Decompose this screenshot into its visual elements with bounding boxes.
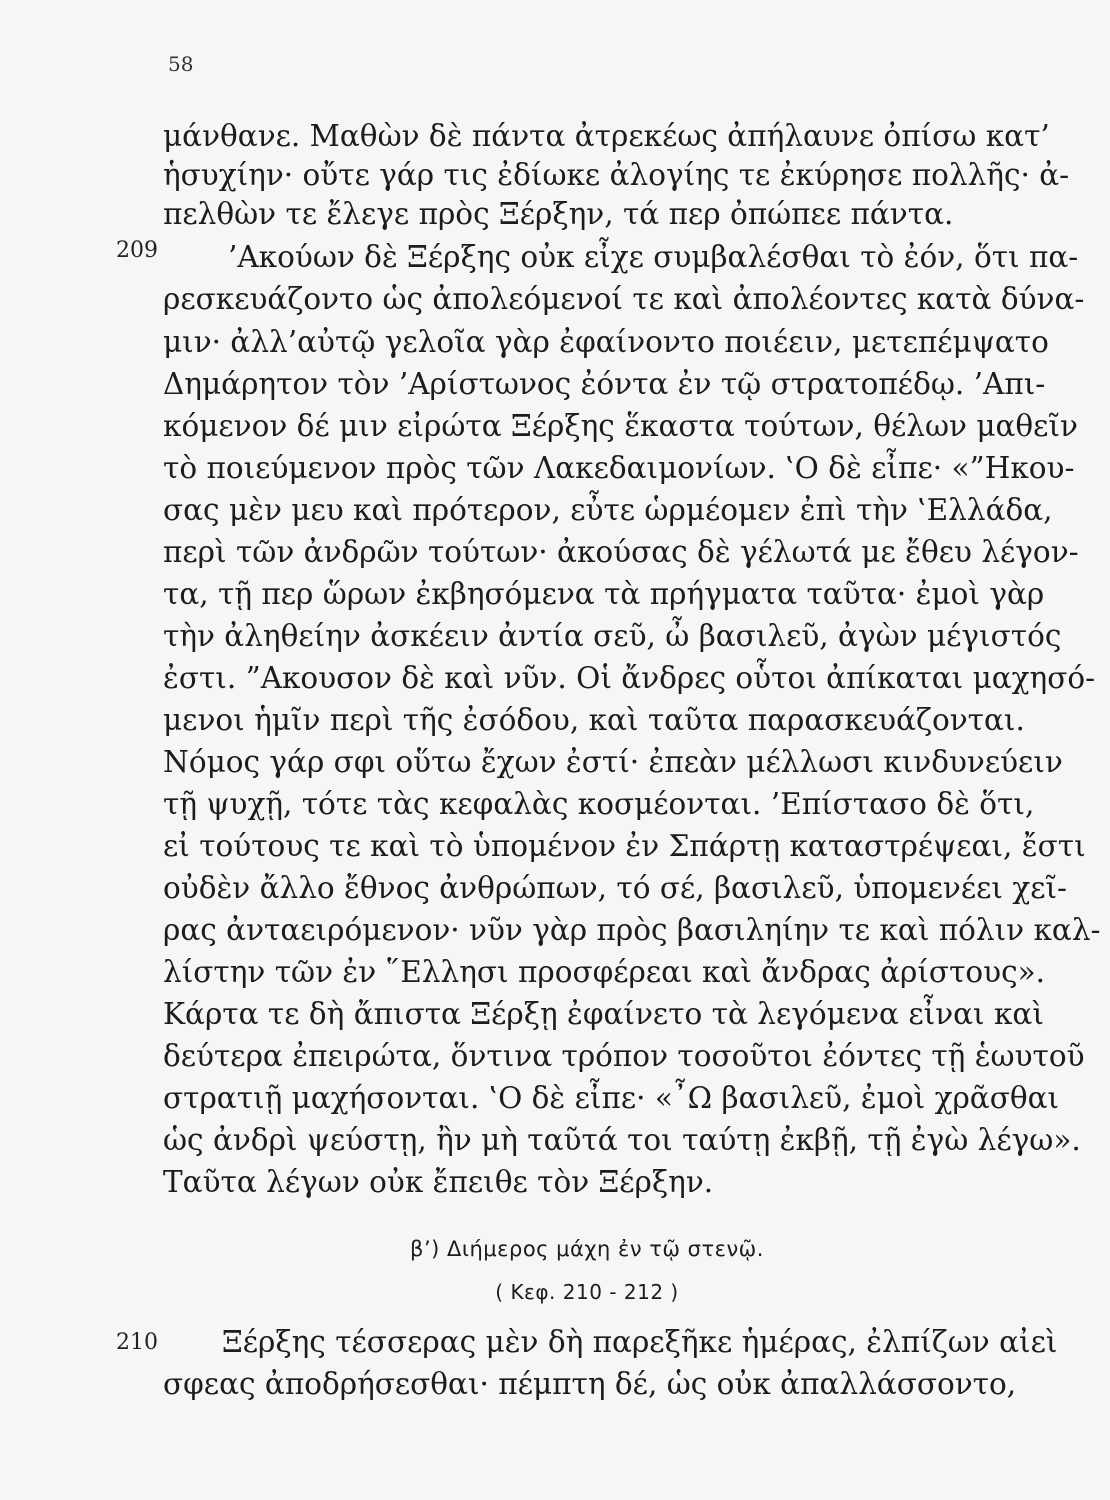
text-line: Δημάρητον τὸν ’Αρίστωνος ἐόντα ἐν τῷ στρατοπέδῳ. ’Απι-	[163, 367, 1046, 401]
text-line: λίστην τῶν ἐν ῞Ελλησι προσφέρεαι καὶ ἄνδρας ἀρίστους».	[163, 955, 1046, 989]
text-line: ἐστι. ”Ακουσον δὲ καὶ νῦν. Οἱ ἄνδρες οὗτοι ἀπίκαται μαχησό-	[163, 661, 1096, 695]
text-line: κόμενον δέ μιν εἰρώτα Ξέρξης ἕκαστα τούτων, θέλων μαθεῖν	[163, 409, 1078, 443]
text-line: δεύτερα ἐπειρώτα, ὅντινα τρόπον τοσοῦτοι ἐόντες τῇ ἑωυτοῦ	[163, 1039, 1085, 1073]
text-line: σφεας ἀποδρήσεσθαι· πέμπτη δέ, ὡς οὐκ ἀπαλλάσσοντο,	[163, 1367, 1017, 1401]
text-line: πελθὼν τε ἔλεγε πρὸς Ξέρξην, τά περ ὀπώπεε πάντα.	[163, 197, 954, 231]
section-title: β’) Διήμερος μάχη ἐν τῷ στενῷ.	[410, 1237, 764, 1261]
text-line: ὡς ἀνδρὶ ψεύστῃ, ἢν μὴ ταῦτά τοι ταύτῃ ἐκβῇ, τῇ ἐγὼ λέγω».	[163, 1123, 1081, 1157]
text-line: Κάρτα τε δὴ ἄπιστα Ξέρξῃ ἐφαίνετο τὰ λεγόμενα εἶναι καὶ	[163, 997, 1044, 1031]
text-line: μιν· ἀλλ’αὐτῷ γελοῖα γὰρ ἐφαίνοντο ποιέειν, μετεπέμψατο	[163, 325, 1049, 359]
section-subtitle: ( Κεφ. 210 - 212 )	[495, 1280, 679, 1304]
text-line: μενοι ἡμῖν περὶ τῆς ἐσόδου, καὶ ταῦτα παρασκευάζονται.	[163, 703, 1025, 737]
text-line: Νόμος γάρ σφι οὕτω ἔχων ἐστί· ἐπεὰν μέλλωσι κινδυνεύειν	[163, 745, 1063, 779]
text-line: εἰ τούτους τε καὶ τὸ ὑπομένον ἐν Σπάρτῃ καταστρέψεαι, ἔστι	[163, 829, 1086, 863]
text-line: ἡσυχίην· οὔτε γάρ τις ἐδίωκε ἀλογίης τε ἐκύρησε πολλῆς· ἀ-	[163, 158, 1070, 192]
text-line: ρας ἀνταειρόμενον· νῦν γὰρ πρὸς βασιληίην τε καὶ πόλιν καλ-	[163, 913, 1101, 947]
page-number: 58	[168, 52, 194, 76]
text-line: τα, τῇ περ ὥρων ἐκβησόμενα τὰ πρήγματα ταῦτα· ἐμοὶ γὰρ	[163, 577, 1045, 611]
paragraph-number-209: 209	[116, 238, 158, 263]
text-line: στρατιῇ μαχήσονται. ‛Ο δὲ εἶπε· «῏Ω βασιλεῦ, ἐμοὶ χρᾶσθαι	[163, 1081, 1060, 1115]
text-line: ρεσκευάζοντο ὡς ἀπολεόμενοί τε καὶ ἀπολέοντες κατὰ δύνα-	[163, 282, 1085, 316]
paragraph-number-210: 210	[116, 1330, 158, 1355]
text-line: ’Ακούων δὲ Ξέρξης οὐκ εἶχε συμβαλέσθαι τὸ ἐόν, ὅτι πα-	[228, 240, 1079, 274]
text-line: Ξέρξης τέσσερας μὲν δὴ παρεξῆκε ἡμέρας, ἐλπίζων αἰεὶ	[222, 1325, 1058, 1359]
text-line: τὸ ποιεύμενον πρὸς τῶν Λακεδαιμονίων. ‛Ο δὲ εἶπε· «”Ηκου-	[163, 451, 1075, 485]
text-line: τὴν ἀληθείην ἀσκέειν ἀντία σεῦ, ὦ βασιλεῦ, ἀγὼν μέγιστός	[163, 619, 1062, 653]
text-line: περὶ τῶν ἀνδρῶν τούτων· ἀκούσας δὲ γέλωτά με ἔθευ λέγον-	[163, 535, 1079, 569]
text-line: μάνθανε. Μαθὼν δὲ πάντα ἀτρεκέως ἀπήλαυνε ὀπίσω κατ’	[163, 119, 1050, 153]
text-line: σας μὲν μευ καὶ πρότερον, εὖτε ὡρμέομεν ἐπὶ τὴν ‛Ελλάδα,	[163, 493, 1053, 527]
text-line: Ταῦτα λέγων οὐκ ἔπειθε τὸν Ξέρξην.	[163, 1165, 714, 1199]
text-line: οὐδὲν ἄλλο ἔθνος ἀνθρώπων, τό σέ, βασιλεῦ, ὑπομενέει χεῖ-	[163, 871, 1068, 905]
text-line: τῇ ψυχῇ, τότε τὰς κεφαλὰς κοσμέονται. ’Επίστασο δὲ ὅτι,	[163, 787, 1035, 821]
